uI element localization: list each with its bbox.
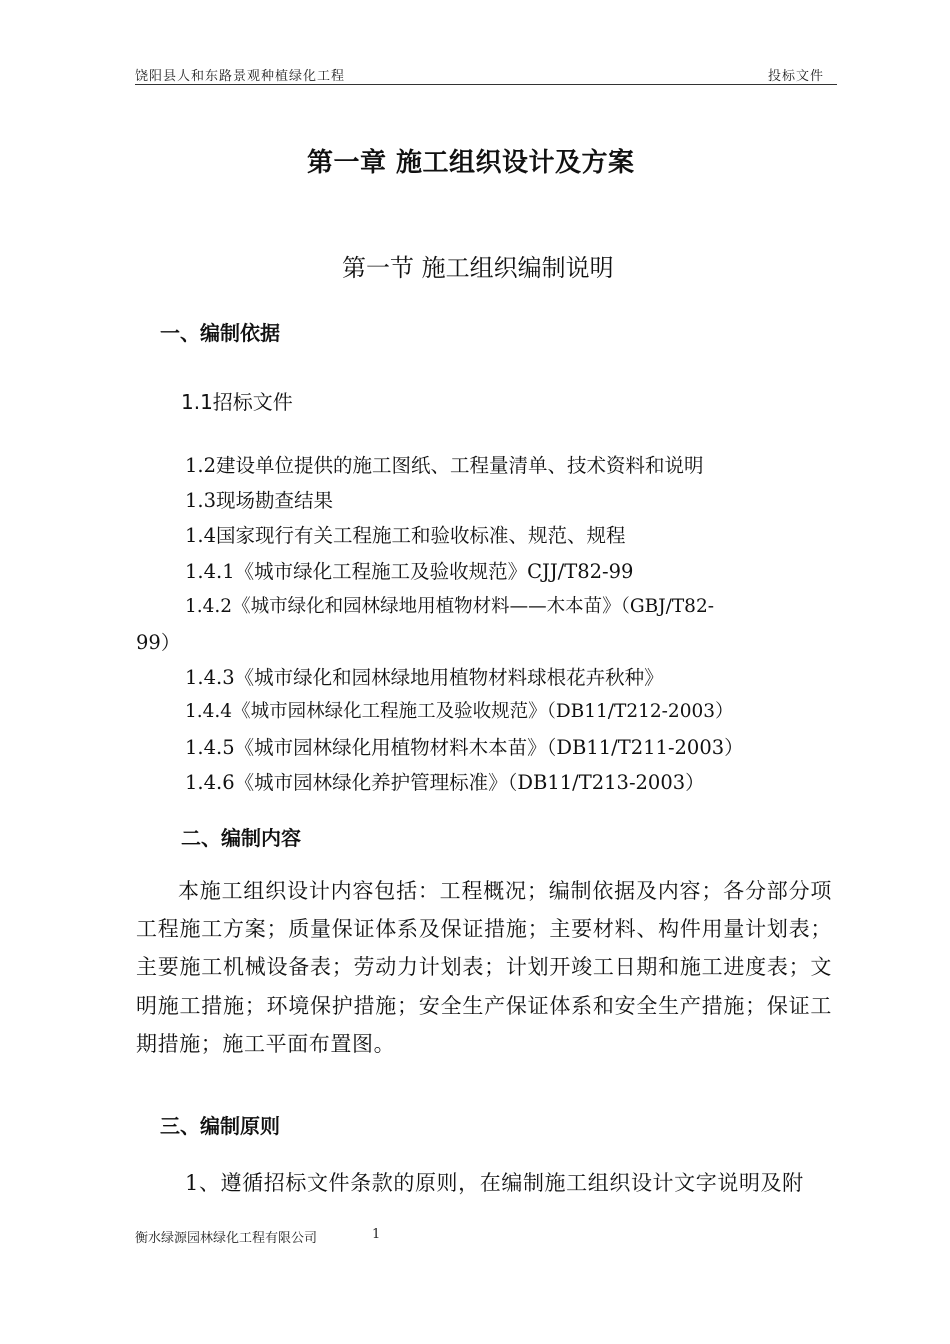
list-item: 1.4.6《城市园林绿化养护管理标准》（DB11/T213-2003） xyxy=(185,771,705,794)
footer-company: 衡水绿源园林绿化工程有限公司 xyxy=(135,1231,318,1246)
heading-basis: 一、编制依据 xyxy=(160,321,280,345)
footer-page-number: 1 xyxy=(372,1227,381,1242)
chapter-title: 第一章 施工组织设计及方案 xyxy=(307,148,635,178)
heading-content: 二、编制内容 xyxy=(181,826,301,850)
header-divider xyxy=(135,84,837,85)
list-item: 1.2建设单位提供的施工图纸、工程量清单、技术资料和说明 xyxy=(185,454,704,477)
list-item: 1.4.2《城市绿化和园林绿地用植物材料——木本苗》（GBJ/T82- xyxy=(185,596,714,617)
header-project-name: 饶阳县人和东路景观种植绿化工程 xyxy=(135,69,346,84)
principle-first-line: 1、遵循招标文件条款的原则，在编制施工组织设计文字说明及附 xyxy=(185,1171,804,1195)
header-doc-type: 投标文件 xyxy=(768,69,825,84)
list-item: 1.4.5《城市园林绿化用植物材料木本苗》（DB11/T211-2003） xyxy=(185,736,744,759)
list-item: 1.4.3《城市绿化和园林绿地用植物材料球根花卉秋种》 xyxy=(185,666,664,689)
heading-principles: 三、编制原则 xyxy=(160,1114,280,1138)
list-item-continuation: 99） xyxy=(136,631,181,654)
list-item: 1.4.4《城市园林绿化工程施工及验收规范》（DB11/T212-2003） xyxy=(185,701,734,722)
subheading-tender-docs: 1.1招标文件 xyxy=(181,390,293,414)
list-item: 1.4国家现行有关工程施工和验收标准、规范、规程 xyxy=(185,524,626,547)
list-item: 1.4.1《城市绿化工程施工及验收规范》CJJ/T82-99 xyxy=(185,560,634,583)
section-title: 第一节 施工组织编制说明 xyxy=(342,254,614,282)
list-item: 1.3现场勘查结果 xyxy=(185,489,334,512)
content-paragraph: 本施工组织设计内容包括：工程概况；编制依据及内容；各分部分项工程施工方案；质量保证体系及保证措施；主要材料、构件用量计划表；主要施工机械设备表；劳动力计划表；计划开竣工日期和施工进度表；文明施工措施；环境保护措施；安全生产保证体系和安全生产措施；保证工期措施；施工平面布置图。 xyxy=(136,879,832,1056)
